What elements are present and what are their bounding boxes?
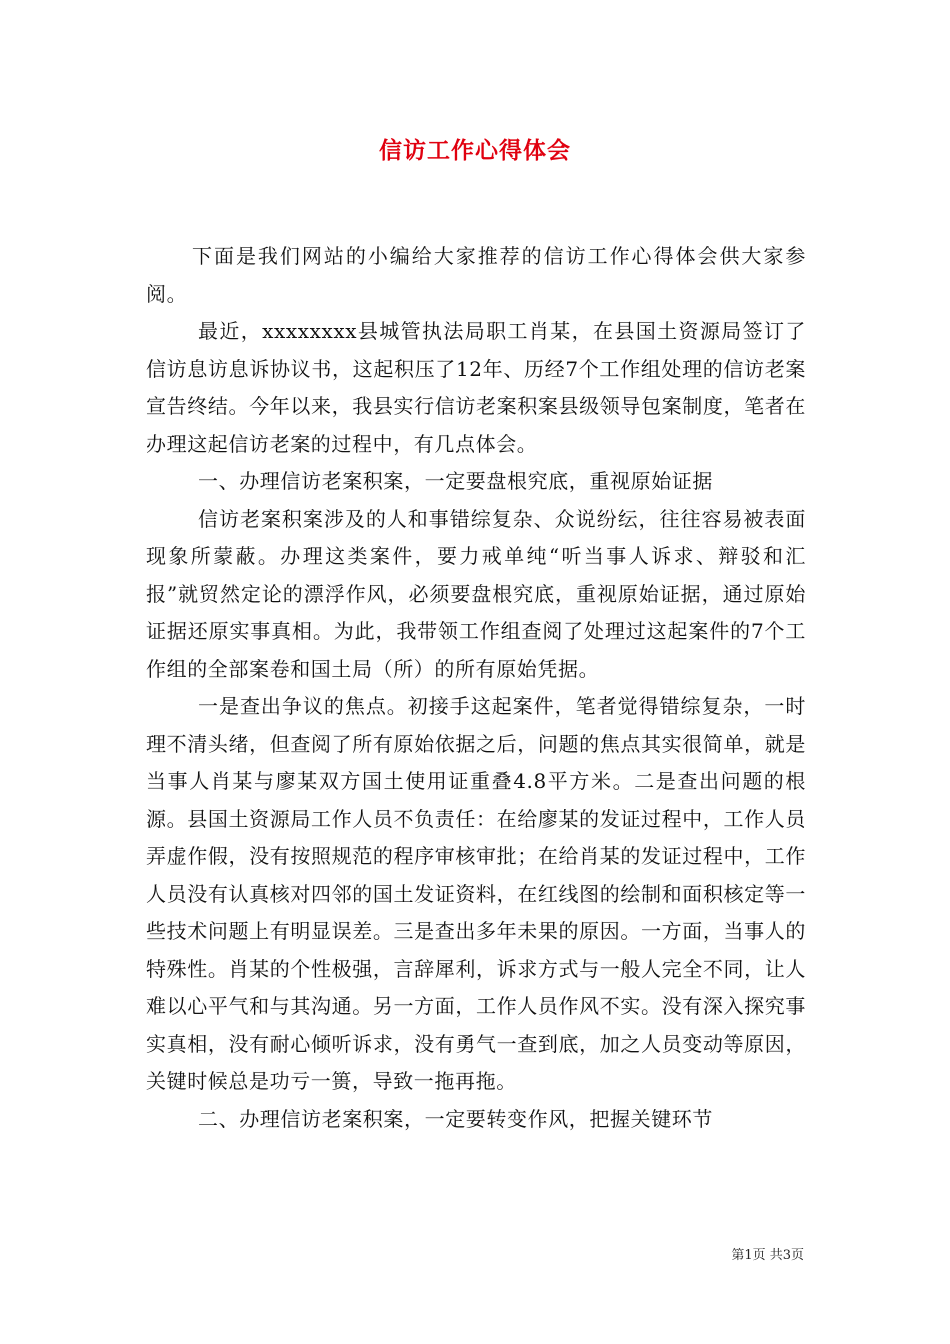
section-heading-2: 二、办理信访老案积案，一定要转变作风，把握关键环节	[198, 1106, 713, 1131]
intro-paragraph: 下面是我们网站的小编给大家推荐的信访工作心得体会供大家参阅。	[146, 244, 806, 306]
findings-paragraph: 一是查出争议的焦点。初接手这起案件，笔者觉得错综复杂，一时理不清头绪，但查阅了所有原始依据之后，问题的焦点其实很简单，就是当事人肖某与廖某双方国土使用证重叠4.8平方米。二是查出问题的根源。县国土资源局工作人员不负责任：在给廖某的发证过程中，工作人员弄虚作假，没有按照规范的程序审核审批；在给肖某的发证过程中，工作人员没有认真核对四邻的国土发证资料，在红线图的绘制和面积核定等一些技术问题上有明显误差。三是查出多年未果的原因。一方面，当事人的特殊性。肖某的个性极强，言辞犀利，诉求方式与一般人完全不同，让人难以心平气和与其沟通。另一方面，工作人员作风不实。没有深入探究事实真相，没有耐心倾听诉求，没有勇气一查到底，加之人员变动等原因，关键时候总是功亏一篑，导致一拖再拖。	[146, 694, 806, 1093]
page-number: 第1页 共3页	[731, 1248, 804, 1263]
document-body	[146, 238, 806, 1138]
section-heading-1: 一、办理信访老案积案，一定要盘根究底，重视原始证据	[198, 469, 713, 493]
background-paragraph: 最近，xxxxxxxx县城管执法局职工肖某，在县国土资源局签订了信访息访息诉协议书，这起积压了12年、历经7个工作组处理的信访老案宣告终结。今年以来，我县实行信访老案积案县级领导包案制度，笔者在办理这起信访老案的过程中，有几点体会。	[146, 319, 806, 456]
document-title: 信访工作心得体会	[379, 137, 571, 164]
section-1-paragraph: 信访老案积案涉及的人和事错综复杂、众说纷纭，往往容易被表面现象所蒙蔽。办理这类案件，要力戒单纯“听当事人诉求、辩驳和汇报”就贸然定论的漂浮作风，必须要盘根究底，重视原始证据，通过原始证据还原实事真相。为此，我带领工作组查阅了处理过这起案件的7个工作组的全部案卷和国土局（所）的所有原始凭据。	[146, 506, 806, 681]
